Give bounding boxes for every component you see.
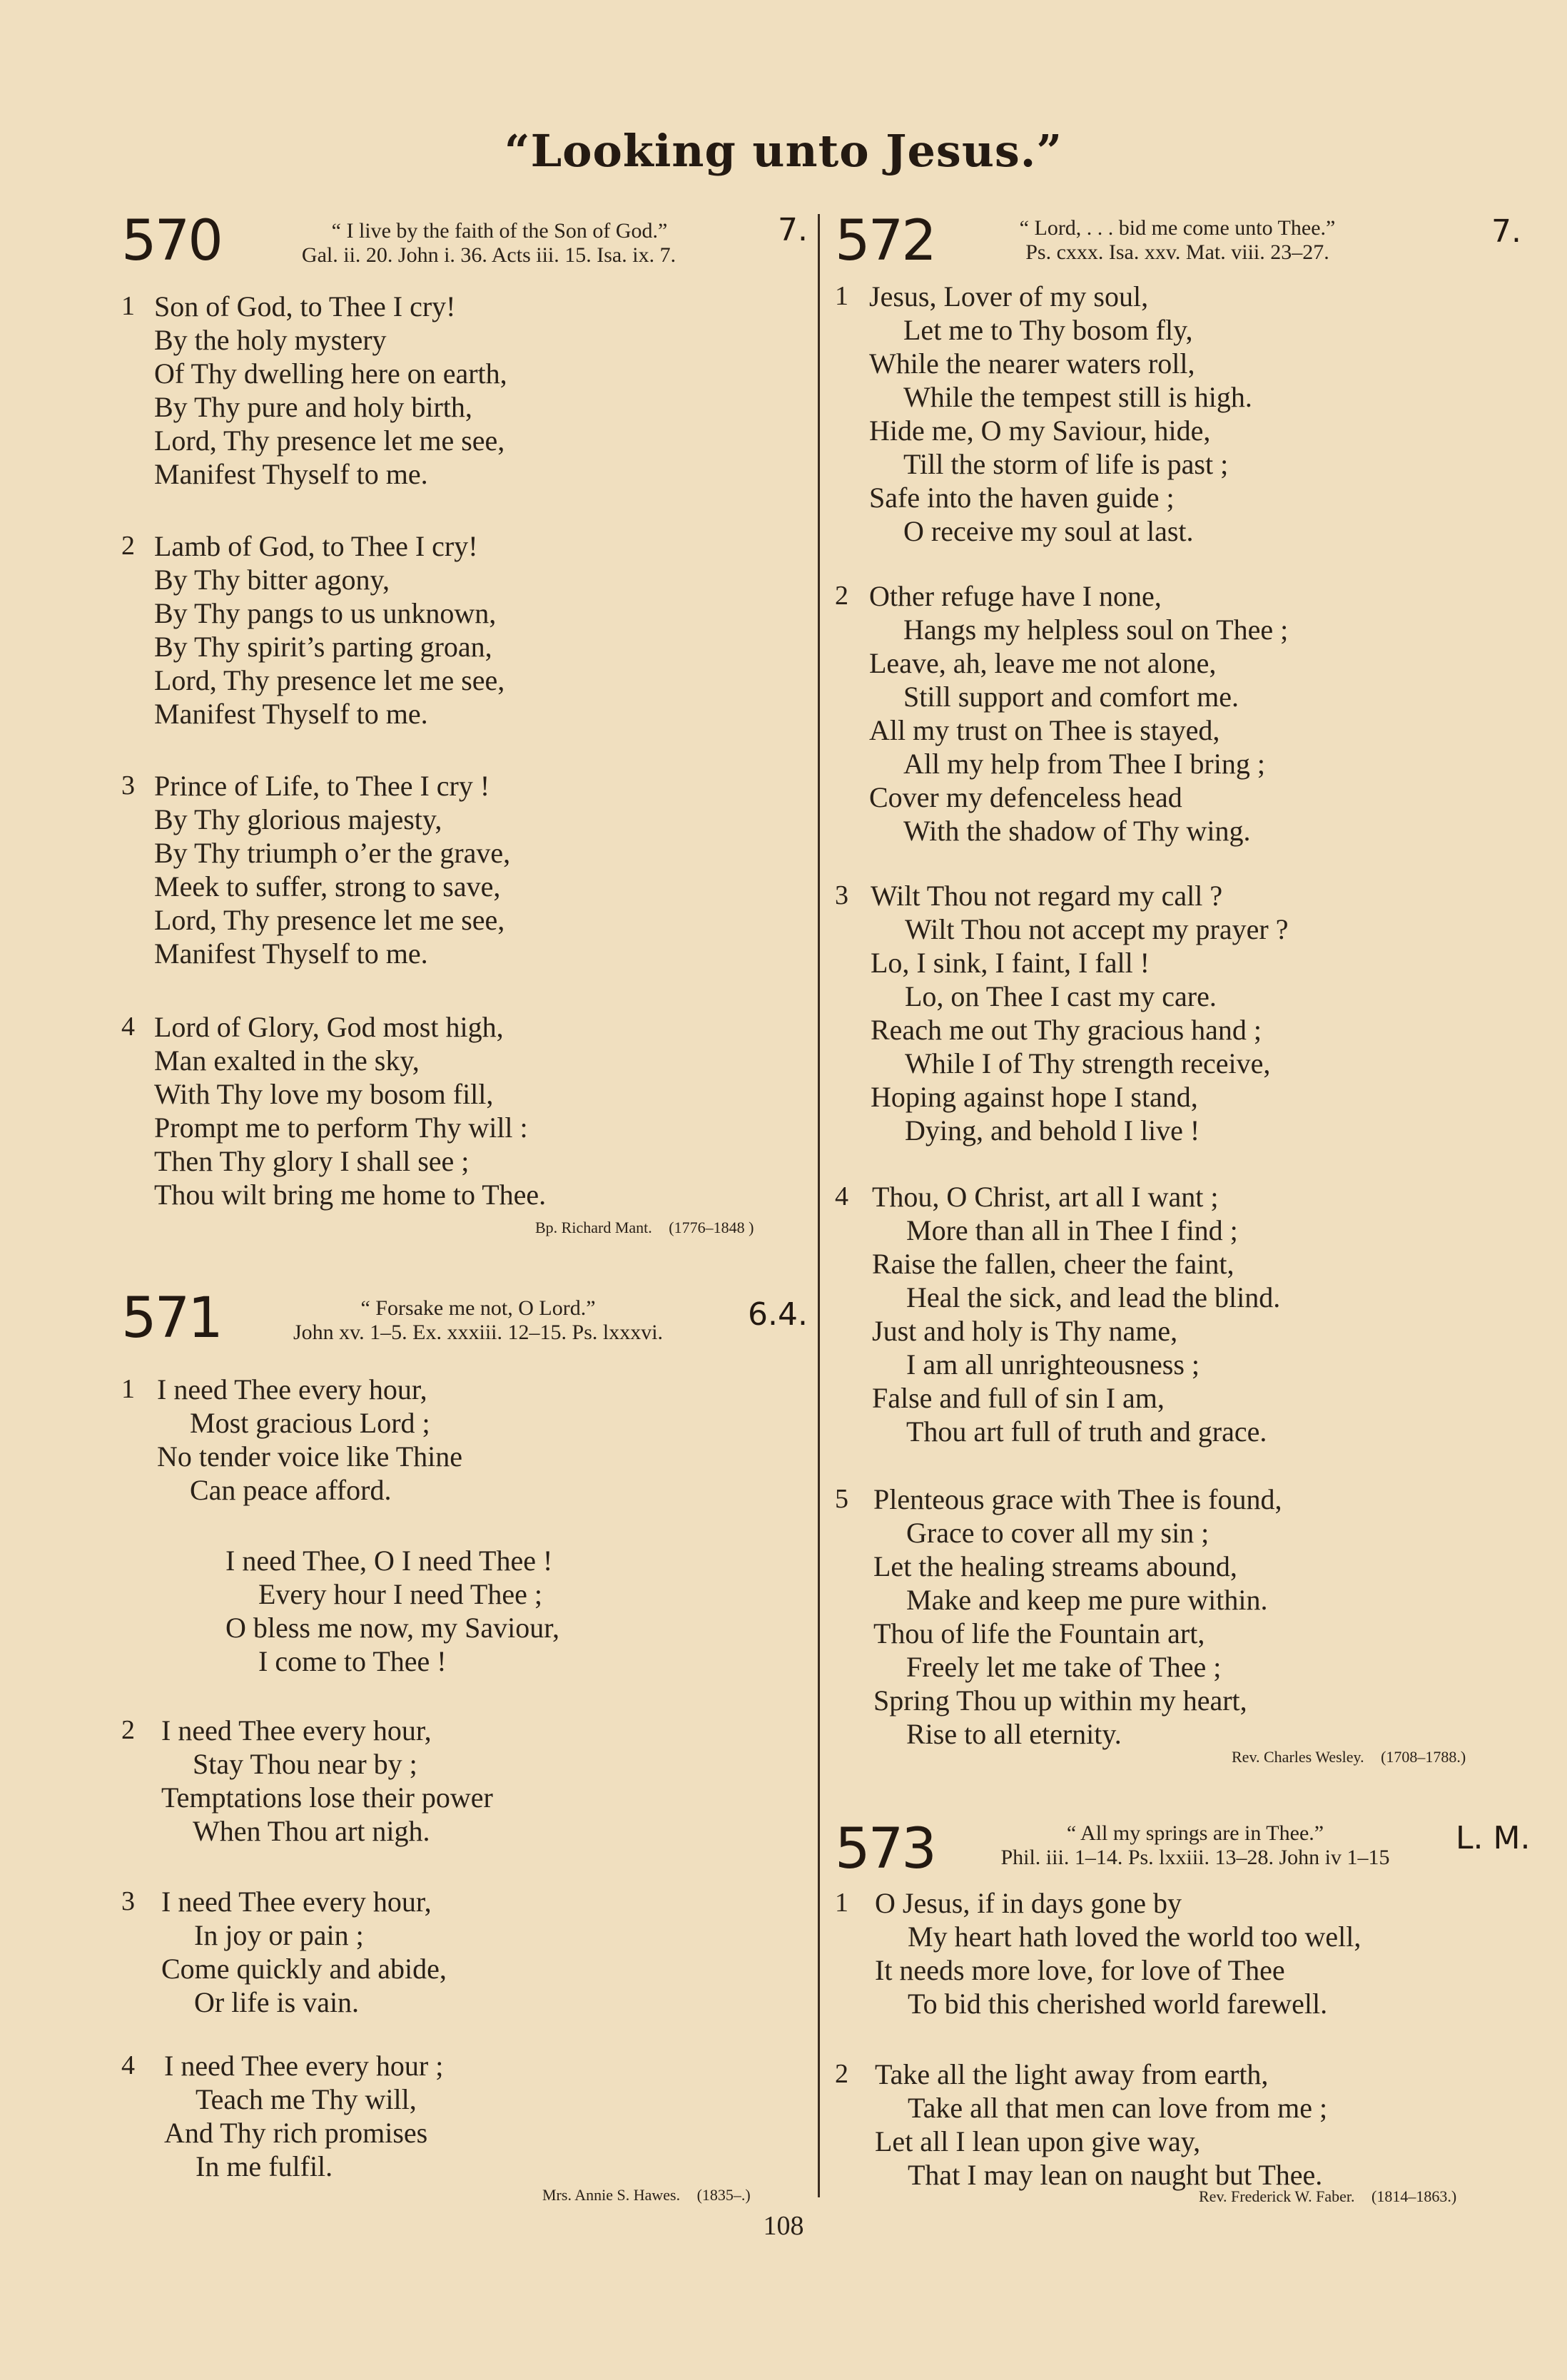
hymn-number: 571 bbox=[121, 1286, 221, 1351]
verse-line: While the nearer waters roll, bbox=[869, 347, 1195, 380]
verse-number: 2 bbox=[835, 581, 848, 611]
verse-line: With the shadow of Thy wing. bbox=[903, 815, 1251, 847]
verse-number: 4 bbox=[835, 1181, 848, 1211]
verse-line: Leave, ah, leave me not alone, bbox=[869, 647, 1217, 679]
verse-line: Spring Thou up within my heart, bbox=[873, 1684, 1247, 1717]
verse-line: I need Thee every hour, bbox=[161, 1714, 432, 1746]
hymn-meter: 6.4. bbox=[748, 1296, 808, 1333]
verse-line: By Thy triumph o’er the grave, bbox=[154, 837, 511, 869]
verse-line: O receive my soul at last. bbox=[903, 515, 1194, 547]
verse-line: Still support and comfort me. bbox=[903, 681, 1239, 713]
verse-line: Lord, Thy presence let me see, bbox=[154, 424, 505, 457]
verse-line: Stay Thou near by ; bbox=[193, 1748, 417, 1780]
verse-line: Take all the light away from earth, bbox=[875, 2058, 1269, 2090]
verse-line: Prince of Life, to Thee I cry ! bbox=[154, 770, 490, 802]
verse-number: 1 bbox=[835, 1888, 848, 1918]
verse-number: 4 bbox=[121, 2050, 135, 2080]
verse-line: Let me to Thy bosom fly, bbox=[903, 314, 1193, 346]
hymn-author bbox=[1232, 1748, 1466, 1766]
verse-line: I am all unrighteousness ; bbox=[906, 1348, 1200, 1380]
chorus-line: I come to Thee ! bbox=[258, 1645, 447, 1677]
verse-line: Most gracious Lord ; bbox=[190, 1407, 430, 1439]
verse-line: Thou, O Christ, art all I want ; bbox=[872, 1181, 1219, 1213]
author-dates: (1835–.) bbox=[696, 2186, 751, 2204]
verse-line: By Thy glorious majesty, bbox=[154, 803, 442, 835]
verse-line: I need Thee every hour ; bbox=[164, 2050, 444, 2082]
verse-number: 1 bbox=[121, 1374, 135, 1404]
verse-line: Lord, Thy presence let me see, bbox=[154, 664, 505, 696]
hymn-number: 570 bbox=[121, 209, 221, 273]
verse-line: In me fulfil. bbox=[196, 2150, 333, 2182]
verse-number: 2 bbox=[121, 531, 135, 561]
page-heading: “Looking unto Jesus.” bbox=[504, 125, 1063, 177]
page-number: 108 bbox=[763, 2211, 804, 2241]
verse-number: 2 bbox=[835, 2059, 848, 2089]
verse-line: Plenteous grace with Thee is found, bbox=[873, 1483, 1282, 1515]
verse-line: Lord, Thy presence let me see, bbox=[154, 904, 505, 936]
hymn-author bbox=[1199, 2187, 1456, 2206]
verse-line: Lo, on Thee I cast my care. bbox=[905, 980, 1217, 1012]
verse-line: Safe into the haven guide ; bbox=[869, 482, 1175, 514]
verse-line: To bid this cherished world farewell. bbox=[908, 1988, 1328, 2020]
chorus-line: Every hour I need Thee ; bbox=[258, 1578, 542, 1610]
verse-line: That I may lean on naught but Thee. bbox=[908, 2159, 1323, 2191]
verse-line: Just and holy is Thy name, bbox=[872, 1315, 1178, 1347]
verse-line: Rise to all eternity. bbox=[906, 1718, 1122, 1750]
verse-number: 1 bbox=[835, 281, 848, 311]
verse-line: More than all in Thee I find ; bbox=[906, 1214, 1238, 1246]
verse-line: Come quickly and abide, bbox=[161, 1953, 447, 1985]
author-dates: (1776–1848 ) bbox=[669, 1219, 754, 1236]
hymn-author bbox=[535, 1219, 754, 1237]
verse-line: Make and keep me pure within. bbox=[906, 1584, 1268, 1616]
hymn-scripture-refs: John xv. 1–5. Ex. xxxiii. 12–15. Ps. lxxxvi. bbox=[293, 1321, 664, 1344]
verse-line: Take all that men can love from me ; bbox=[908, 2092, 1328, 2124]
verse-line: Heal the sick, and lead the blind. bbox=[906, 1281, 1281, 1313]
hymn-scripture-refs: Gal. ii. 20. John i. 36. Acts iii. 15. Isa. ix. 7. bbox=[301, 243, 676, 267]
verse-number: 4 bbox=[121, 1012, 135, 1042]
verse-line: And Thy rich promises bbox=[164, 2117, 428, 2149]
verse-line: Freely let me take of Thee ; bbox=[906, 1651, 1222, 1683]
verse-line: Prompt me to perform Thy will : bbox=[154, 1112, 528, 1144]
hymn-meter: 7. bbox=[778, 212, 808, 248]
author-dates: (1708–1788.) bbox=[1381, 1748, 1466, 1766]
verse-line: Teach me Thy will, bbox=[196, 2083, 417, 2115]
verse-number: 3 bbox=[835, 880, 848, 910]
verse-line: No tender voice like Thine bbox=[157, 1440, 463, 1473]
verse-line: Hangs my helpless soul on Thee ; bbox=[903, 614, 1289, 646]
verse-line: Hide me, O my Saviour, hide, bbox=[869, 415, 1211, 447]
hymn-scripture-refs: Ps. cxxx. Isa. xxv. Mat. viii. 23–27. bbox=[1025, 240, 1329, 264]
verse-line: Manifest Thyself to me. bbox=[154, 937, 428, 970]
verse-line: Thou of life the Fountain art, bbox=[873, 1617, 1205, 1649]
author-name: Mrs. Annie S. Hawes. bbox=[542, 2186, 681, 2204]
hymn-title: “ Forsake me not, O Lord.” bbox=[360, 1296, 596, 1320]
verse-line: Dying, and behold I live ! bbox=[905, 1114, 1200, 1146]
verse-line: I need Thee every hour, bbox=[161, 1886, 432, 1918]
verse-line: Wilt Thou not accept my prayer ? bbox=[905, 913, 1289, 945]
verse-line: Raise the fallen, cheer the faint, bbox=[872, 1248, 1234, 1280]
verse-line: Let the healing streams abound, bbox=[873, 1550, 1237, 1582]
verse-line: Manifest Thyself to me. bbox=[154, 458, 428, 490]
verse-line: By Thy pure and holy birth, bbox=[154, 391, 472, 423]
verse-line: Temptations lose their power bbox=[161, 1781, 493, 1814]
verse-line: I need Thee every hour, bbox=[157, 1373, 427, 1405]
author-name: Rev. Frederick W. Faber. bbox=[1199, 2187, 1355, 2205]
verse-line: When Thou art nigh. bbox=[193, 1815, 430, 1847]
hymn-title: “ I live by the faith of the Son of God.” bbox=[331, 219, 668, 243]
hymn-number: 573 bbox=[835, 1817, 935, 1881]
verse-line: Of Thy dwelling here on earth, bbox=[154, 357, 507, 390]
verse-line: Or life is vain. bbox=[194, 1986, 360, 2018]
verse-line: All my help from Thee I bring ; bbox=[903, 748, 1265, 780]
verse-number: 3 bbox=[121, 771, 135, 800]
verse-line: While the tempest still is high. bbox=[903, 381, 1252, 413]
verse-number: 1 bbox=[121, 291, 135, 321]
verse-line: Thou art full of truth and grace. bbox=[906, 1415, 1267, 1448]
verse-line: Son of God, to Thee I cry! bbox=[154, 290, 456, 322]
verse-line: Lord of Glory, God most high, bbox=[154, 1011, 504, 1043]
verse-line: False and full of sin I am, bbox=[872, 1382, 1165, 1414]
verse-line: Let all I lean upon give way, bbox=[875, 2125, 1201, 2157]
verse-line: Manifest Thyself to me. bbox=[154, 698, 428, 730]
verse-line: All my trust on Thee is stayed, bbox=[869, 714, 1220, 746]
verse-line: While I of Thy strength receive, bbox=[905, 1047, 1271, 1079]
verse-line: By Thy bitter agony, bbox=[154, 564, 390, 596]
verse-line: Wilt Thou not regard my call ? bbox=[871, 880, 1223, 912]
author-name: Bp. Richard Mant. bbox=[535, 1219, 652, 1236]
verse-line: Till the storm of life is past ; bbox=[903, 448, 1229, 480]
verse-line: O Jesus, if in days gone by bbox=[875, 1887, 1182, 1919]
verse-line: Then Thy glory I shall see ; bbox=[154, 1145, 470, 1177]
verse-line: Meek to suffer, strong to save, bbox=[154, 870, 501, 902]
verse-line: Thou wilt bring me home to Thee. bbox=[154, 1179, 547, 1211]
hymn-meter: 7. bbox=[1491, 213, 1521, 250]
verse-number: 5 bbox=[835, 1484, 848, 1514]
verse-line: By the holy mystery bbox=[154, 324, 387, 356]
author-name: Rev. Charles Wesley. bbox=[1232, 1748, 1364, 1766]
verse-line: Reach me out Thy gracious hand ; bbox=[871, 1014, 1262, 1046]
hymn-author bbox=[542, 2186, 751, 2204]
verse-line: Can peace afford. bbox=[190, 1474, 392, 1506]
verse-line: Jesus, Lover of my soul, bbox=[869, 280, 1149, 312]
hymn-meter: L. M. bbox=[1456, 1820, 1531, 1856]
verse-line: Lamb of God, to Thee I cry! bbox=[154, 530, 478, 562]
verse-line: Hoping against hope I stand, bbox=[871, 1081, 1198, 1113]
verse-line: It needs more love, for love of Thee bbox=[875, 1954, 1285, 1986]
column-divider bbox=[818, 214, 820, 2197]
verse-line: Grace to cover all my sin ; bbox=[906, 1517, 1210, 1549]
chorus-line: I need Thee, O I need Thee ! bbox=[225, 1545, 553, 1577]
verse-line: Man exalted in the sky, bbox=[154, 1044, 420, 1077]
verse-line: With Thy love my bosom fill, bbox=[154, 1078, 494, 1110]
verse-line: Cover my defenceless head bbox=[869, 781, 1182, 813]
verse-line: My heart hath loved the world too well, bbox=[908, 1921, 1361, 1953]
verse-line: Other refuge have I none, bbox=[869, 580, 1162, 612]
verse-line: By Thy spirit’s parting groan, bbox=[154, 631, 492, 663]
verse-line: By Thy pangs to us unknown, bbox=[154, 597, 497, 629]
hymn-title: “ All my springs are in Thee.” bbox=[1066, 1821, 1324, 1845]
verse-number: 3 bbox=[121, 1886, 135, 1916]
verse-number: 2 bbox=[121, 1715, 135, 1745]
hymn-number: 572 bbox=[835, 209, 935, 273]
author-dates: (1814–1863.) bbox=[1371, 2187, 1457, 2205]
chorus-line: O bless me now, my Saviour, bbox=[225, 1612, 559, 1644]
hymn-scripture-refs: Phil. iii. 1–14. Ps. lxxiii. 13–28. John iv 1–15 bbox=[1000, 1846, 1390, 1869]
verse-line: In joy or pain ; bbox=[194, 1919, 364, 1951]
verse-line: Lo, I sink, I faint, I fall ! bbox=[871, 947, 1150, 979]
hymn-title: “ Lord, . . . bid me come unto Thee.” bbox=[1019, 216, 1336, 240]
